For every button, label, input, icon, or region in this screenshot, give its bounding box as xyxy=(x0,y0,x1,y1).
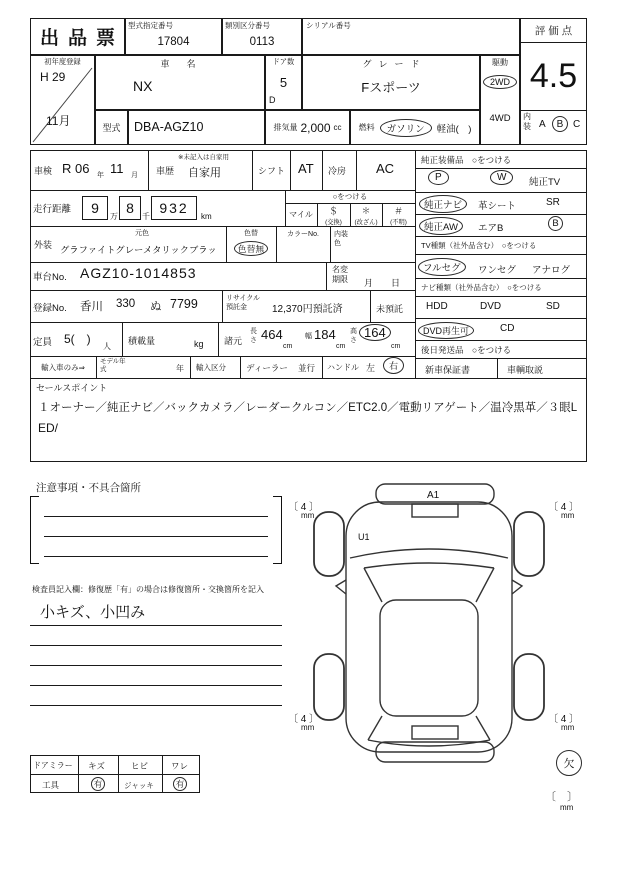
genuine-equip-header: 純正装備品 ○をつける xyxy=(421,155,512,165)
sales-point-line1: １オーナー／純正ナビ／バックカメラ／レーダークルコン／ETC2.0／電動リアゲート／温冷黒革／３眼L xyxy=(38,402,578,414)
color-no-label: カラーNo. xyxy=(287,231,319,238)
mileage-man-digit: 9 xyxy=(82,196,108,220)
spare-tread-unit: mm xyxy=(560,803,574,812)
mileage-rest-digits: 932 xyxy=(151,196,197,220)
airbag-label: エアB xyxy=(478,223,504,234)
divider xyxy=(290,150,291,190)
sheet-title: 出品票 xyxy=(30,18,125,55)
leather-seat: 革シート xyxy=(478,201,517,212)
repaint-value-wrap xyxy=(226,238,276,258)
score-value: 4.5 xyxy=(529,56,578,95)
divider xyxy=(252,150,253,190)
car-name-value: NX xyxy=(133,78,153,94)
divider xyxy=(240,356,241,378)
plate-label: 登録No. xyxy=(33,303,67,314)
damage-code-u1: U1 xyxy=(358,532,370,542)
navi-type-header: ナビ種類（社外品含む） ○をつける xyxy=(421,283,542,292)
rear-right-tire xyxy=(514,654,544,720)
dvd-playable-circled: DVD再生可 xyxy=(418,322,474,339)
length-label: 長さ xyxy=(250,328,257,344)
divider xyxy=(322,150,323,190)
divider xyxy=(415,236,587,237)
analog: アナログ xyxy=(532,265,571,276)
genuine-tv: 純正TV xyxy=(529,177,561,188)
import-dealer: ディーラー xyxy=(246,363,288,373)
rear-plate xyxy=(412,726,458,739)
tread-rear-right: 〔 4 〕 xyxy=(548,714,580,725)
first-registration-label: 初年度登録 xyxy=(44,57,81,66)
divider xyxy=(415,358,587,359)
capacity-unit: 人 xyxy=(103,342,111,351)
drive-2wd-circled: 2WD xyxy=(483,75,517,89)
inspector-note: 検査員記入欄：修復歴「有」の場合は修復箇所・交換箇所を記入 xyxy=(32,585,264,594)
divider xyxy=(330,226,331,262)
ac-value: AC xyxy=(376,161,395,176)
first-registration-month: 11月 xyxy=(46,114,71,128)
divider xyxy=(370,290,371,322)
tool-present-circled: 有 xyxy=(91,777,105,791)
rear-window-left xyxy=(368,716,382,740)
scratch-label: キズ xyxy=(88,761,105,771)
writing-line xyxy=(44,536,268,537)
front-left-tire xyxy=(314,512,344,576)
plate-class: 330 xyxy=(116,298,136,310)
tread-rear-right-unit: mm xyxy=(561,723,575,732)
shaken-label: 車検 xyxy=(34,166,53,176)
writing-line xyxy=(44,556,268,557)
mileage-mark-note: ○をつける xyxy=(332,192,368,201)
shaken-month-unit: 月 xyxy=(131,172,138,179)
plate-number: 7799 xyxy=(170,297,198,311)
divider xyxy=(497,358,498,378)
genuine-wheels-circled: 純正AW xyxy=(419,217,463,235)
roof xyxy=(380,600,478,716)
crack-label: ヒビ xyxy=(131,761,149,771)
shift-value: AT xyxy=(298,161,314,176)
chassis-label: 車台No. xyxy=(33,272,67,283)
import-type-label: 輸入区分 xyxy=(196,363,226,372)
bracket-right xyxy=(273,496,282,564)
drive-cell xyxy=(480,55,520,145)
fuel-label: 燃料 xyxy=(358,123,375,132)
jack-label: ジャッキ xyxy=(124,781,154,790)
tread-front-left: 〔 4 〕 xyxy=(288,502,320,513)
width-value: 184 xyxy=(314,327,336,342)
door-mirror-label: ドアミラー xyxy=(33,761,73,770)
load-unit: kg xyxy=(194,339,204,349)
handle-right-circled: 右 xyxy=(383,357,404,374)
grade-value: Fスポーツ xyxy=(361,79,421,95)
shift-label: シフト xyxy=(258,166,286,176)
fuel-cell xyxy=(350,110,480,145)
divider xyxy=(30,322,415,323)
airbag-b-circled: B xyxy=(548,216,563,231)
interior-grade-c: C xyxy=(573,119,581,130)
capacity-label: 定員 xyxy=(33,337,53,348)
class-code-label: 類別区分番号 xyxy=(225,21,270,30)
opt-symbol: ＊ xyxy=(361,205,371,216)
rename-deadline-label: 名変期限 xyxy=(332,265,348,284)
divider xyxy=(322,356,323,378)
divider xyxy=(30,262,415,263)
mileage-opt-tampered xyxy=(350,203,382,226)
divider xyxy=(218,322,219,356)
front-plate xyxy=(412,504,458,517)
inspector-remark: 小キズ、小凹み xyxy=(40,604,146,621)
divider xyxy=(96,356,97,378)
drive-4wd: 4WD xyxy=(489,112,511,124)
windshield-top xyxy=(364,563,494,568)
drive-label: 駆動 xyxy=(492,58,508,67)
jack-present-circled: 有 xyxy=(173,777,187,791)
divider xyxy=(190,356,191,378)
divider xyxy=(415,278,587,279)
model-year-unit: 年 xyxy=(176,364,184,373)
opt-caption: (交換) xyxy=(325,218,342,226)
mileage-opt-exchange xyxy=(317,203,350,226)
recycle-label: リサイクル預託金 xyxy=(226,295,261,312)
car-body xyxy=(346,502,512,752)
tread-front-right: 〔 4 〕 xyxy=(548,502,580,513)
writing-line xyxy=(30,705,282,706)
tread-rear-left: 〔 4 〕 xyxy=(288,714,320,725)
oneseg: ワンセグ xyxy=(478,265,517,276)
right-mirror xyxy=(512,580,522,594)
handle-left: 左 xyxy=(366,363,376,373)
genuine-navi-circled: 純正ナビ xyxy=(419,195,467,213)
divider xyxy=(415,254,587,255)
navi-dvd: DVD xyxy=(480,301,502,312)
shaken-year-unit: 年 xyxy=(97,172,104,179)
divider xyxy=(30,378,587,379)
navi-sd: SD xyxy=(546,301,560,312)
divider xyxy=(162,755,163,793)
tread-rear-left-unit: mm xyxy=(301,723,315,732)
divider xyxy=(415,318,587,319)
tv-type-header: TV種類（社外品含む） ○をつける xyxy=(421,241,537,250)
model-year-label: モデル年式 xyxy=(100,358,126,373)
mileage-unit: km xyxy=(201,212,212,221)
plate-kana: ぬ xyxy=(150,301,162,313)
repaint-label: 色替 xyxy=(244,230,258,237)
cd: CD xyxy=(500,323,515,334)
interior-grade-label: 内装 xyxy=(523,112,531,132)
navi-hdd: HDD xyxy=(426,301,448,312)
mileage-sen-unit: 千 xyxy=(142,212,150,221)
height-unit: cm xyxy=(391,343,401,350)
rename-deadline-units: 月 日 xyxy=(364,278,401,288)
fullseg-circled: フルセグ xyxy=(418,258,466,276)
displacement-label: 排気量 xyxy=(273,123,298,132)
repaint-value-circled: 色替無 xyxy=(234,241,268,256)
doors-sub: D xyxy=(269,95,276,105)
sales-point-label: セールスポイント xyxy=(36,383,108,393)
notes-title: 注意事項・不具合箇所 xyxy=(36,482,141,494)
history-value: 自家用 xyxy=(188,167,221,179)
score-label: 評 価 点 xyxy=(534,24,573,37)
power-steering-circled: P xyxy=(428,170,449,185)
writing-line xyxy=(30,685,282,686)
ac-label: 冷房 xyxy=(328,166,347,176)
power-window-circled: W xyxy=(490,170,513,185)
base-color-value: グラファイトグレーメタリックブラッ xyxy=(60,245,217,255)
car-name-label: 車 名 xyxy=(160,59,200,69)
divider xyxy=(415,150,416,378)
history-label: 車歴 xyxy=(156,166,175,176)
sales-point-line2: ED/ xyxy=(38,421,59,435)
base-color-label: 元色 xyxy=(135,230,149,237)
diagonal-line xyxy=(30,55,95,145)
width-unit: cm xyxy=(336,343,346,350)
opt-caption: (改ざん) xyxy=(354,218,378,226)
divider xyxy=(78,755,79,793)
handle-label: ハンドル xyxy=(327,363,359,372)
mileage-sen-digit: 8 xyxy=(119,196,141,220)
later-shipment-header: 後日発送品 ○をつける xyxy=(421,345,512,355)
opt-symbol: ＃ xyxy=(393,205,403,216)
grade-label: グレード xyxy=(362,59,427,69)
model-code-label: 型式指定番号 xyxy=(128,21,173,30)
divider xyxy=(122,322,123,356)
divider xyxy=(356,150,357,190)
length-value: 464 xyxy=(261,327,283,342)
displacement-unit: cc xyxy=(333,123,342,132)
divider xyxy=(326,262,327,290)
exterior-label: 外装 xyxy=(34,240,53,250)
divider xyxy=(118,755,119,793)
divider xyxy=(30,774,200,775)
recycle-value: 12,370円預託済 xyxy=(272,304,343,315)
chassis-value: AGZ10-1014853 xyxy=(80,265,197,281)
spare-tread-empty: 〔 〕 xyxy=(545,791,578,803)
mileage-opt-unknown xyxy=(382,203,415,226)
serial-label: シリアル番号 xyxy=(306,21,351,30)
doors-value: 5 xyxy=(279,74,288,90)
model-label: 型式 xyxy=(95,110,128,145)
writing-line xyxy=(30,665,282,666)
shaken-month: 11 xyxy=(110,161,124,176)
mileage-man-unit: 万 xyxy=(110,212,118,221)
doors-label: ドア数 xyxy=(272,57,295,66)
divider xyxy=(415,192,587,193)
mileage-label: 走行距離 xyxy=(33,204,72,215)
drive-2wd xyxy=(480,72,520,92)
plate-area: 香川 xyxy=(80,301,103,313)
length-unit: cm xyxy=(283,343,293,350)
owner-manual: 車輌取説 xyxy=(507,365,544,375)
hood-line xyxy=(350,549,508,558)
interior-color-label: 内装色 xyxy=(334,231,348,248)
split-label: ワレ xyxy=(171,761,189,771)
left-mirror xyxy=(336,580,346,594)
first-registration-year: H 29 xyxy=(40,70,66,84)
fuel-gasoline-circled: ガソリン xyxy=(380,119,432,137)
tread-front-right-unit: mm xyxy=(561,511,575,520)
writing-line xyxy=(30,625,282,626)
windshield-right xyxy=(476,568,494,602)
interior-grade-b-circled: B xyxy=(552,116,568,132)
shaken-era: R 06 xyxy=(62,161,90,176)
divider xyxy=(148,150,149,190)
capacity-value: 5( ) xyxy=(64,332,91,346)
front-right-tire xyxy=(514,512,544,576)
tool-label: 工具 xyxy=(42,780,60,790)
model-code-value: 17804 xyxy=(157,36,190,48)
import-parallel: 並行 xyxy=(298,363,316,373)
recycle-alt: 未預託 xyxy=(376,304,404,314)
model-value: DBA-AGZ10 xyxy=(134,120,204,134)
divider xyxy=(415,340,587,341)
damage-code-a1: A1 xyxy=(427,490,440,501)
writing-line xyxy=(44,516,268,517)
divider xyxy=(30,226,415,227)
divider xyxy=(520,110,587,111)
mileage-opt-mile: マイル xyxy=(289,210,313,219)
bracket-left xyxy=(30,496,39,564)
divider xyxy=(520,42,587,43)
displacement-cell xyxy=(265,110,350,145)
displacement-value: 2,000 xyxy=(300,120,331,135)
divider xyxy=(222,290,223,322)
sunroof: SR xyxy=(546,197,560,208)
divider xyxy=(415,168,587,169)
new-car-warranty: 新車保証書 xyxy=(425,365,471,375)
interior-grade-a: A xyxy=(539,119,546,130)
class-code-value: 0113 xyxy=(249,36,275,48)
rear-window-bottom xyxy=(368,740,490,746)
windshield-left xyxy=(364,568,382,602)
opt-caption: (不明) xyxy=(390,218,407,226)
history-note: ※未記入は自家用 xyxy=(178,154,229,161)
opt-symbol: ＄ xyxy=(328,205,338,216)
divider xyxy=(415,296,587,297)
fuel-diesel: 軽油( ) xyxy=(436,123,472,135)
divider xyxy=(415,214,587,215)
writing-line xyxy=(30,645,282,646)
height-label: 高さ xyxy=(350,328,357,344)
tread-front-left-unit: mm xyxy=(301,511,315,520)
import-only-label: 輸入車のみ⇒ xyxy=(41,362,85,372)
rear-window-right xyxy=(476,716,490,740)
dims-label: 諸元 xyxy=(224,336,243,346)
spare-missing-circled: 欠 xyxy=(556,750,582,776)
car-top-view-diagram xyxy=(288,478,590,828)
height-value-circled: 164 xyxy=(359,324,391,341)
width-label: 幅 xyxy=(305,333,312,340)
load-label: 積載量 xyxy=(128,336,156,346)
